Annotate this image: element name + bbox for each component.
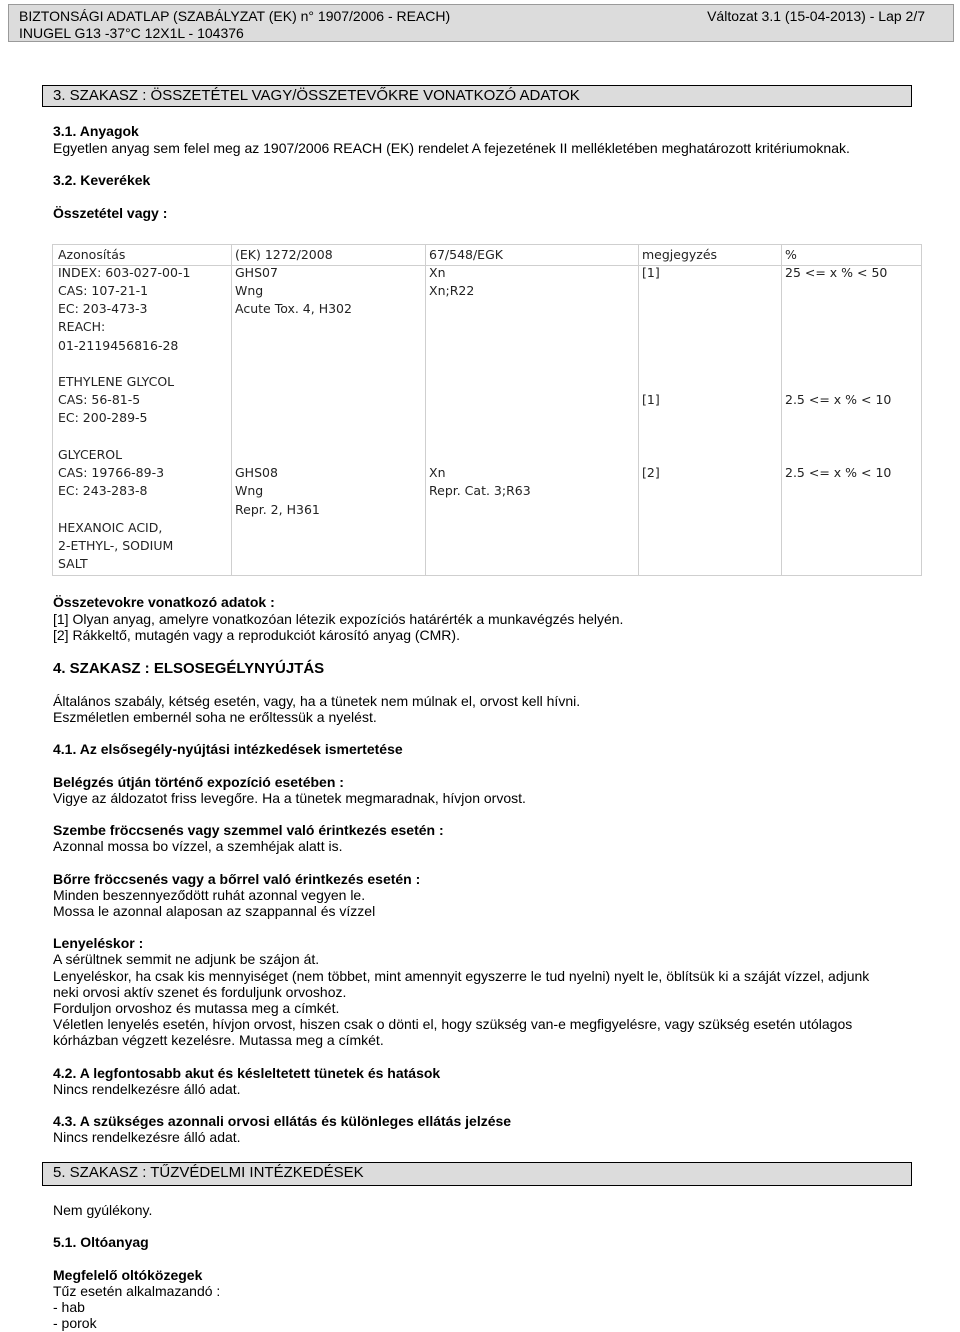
- table-header-clp: (EK) 1272/2008: [235, 247, 333, 262]
- table-cell: [2]: [642, 465, 660, 480]
- table-cell: 2.5 <= x % < 10: [785, 392, 892, 407]
- general-rule-1: Általános szabály, kétség esetén, vagy, ha a tünetek nem múlnak el, orvost kell hívni.: [53, 693, 581, 709]
- table-cell: EC: 203-473-3: [58, 301, 148, 316]
- composition-label: Összetétel vagy :: [53, 205, 168, 221]
- note-1: [1] Olyan anyag, amelyre vonatkozóan létezik expozíciós határérték a munkavégzés helyén.: [53, 611, 624, 627]
- subsection-3-1-title: 3.1. Anyagok: [53, 123, 139, 139]
- section-3-heading: 3. SZAKASZ : ÖSSZETÉTEL VAGY/ÖSSZETEVŐKRE VONATKOZÓ ADATOK: [42, 85, 912, 107]
- table-cell: SALT: [58, 556, 88, 571]
- table-cell: 25 <= x % < 50: [785, 265, 888, 280]
- table-cell: Xn;R22: [429, 283, 475, 298]
- general-rule-2: Eszméletlen embernél soha ne erőltessük a nyelést.: [53, 709, 377, 725]
- table-cell: Wng: [235, 283, 264, 298]
- table-cell: CAS: 56-81-5: [58, 392, 141, 407]
- document-header: [8, 4, 954, 42]
- suitable-media-item-1: - hab: [53, 1299, 85, 1315]
- suitable-media-title: Megfelelő oltóközegek: [53, 1267, 203, 1283]
- subsection-4-2-title: 4.2. A legfontosabb akut és késleltetett tünetek és hatások: [53, 1065, 441, 1081]
- table-cell: 2-ETHYL-, SODIUM: [58, 538, 174, 553]
- header-version: Változat 3.1 (15-04-2013) - Lap 2/7: [707, 8, 925, 24]
- table-cell: INDEX: 603-027-00-1: [58, 265, 191, 280]
- table-cell: Repr. 2, H361: [235, 502, 320, 517]
- skin-contact-text-1: Minden beszennyeződött ruhát azonnal vegyen le.: [53, 887, 366, 903]
- table-cell: EC: 200-289-5: [58, 410, 148, 425]
- table-cell: CAS: 107-21-1: [58, 283, 149, 298]
- subsection-3-1-text: Egyetlen anyag sem felel meg az 1907/2006 REACH (EK) rendelet A fejezetének II mellékletében meghatározott kritériumoknak.: [53, 140, 850, 156]
- subsection-4-3-text: Nincs rendelkezésre álló adat.: [53, 1129, 241, 1145]
- table-cell: 01-2119456816-28: [58, 338, 179, 353]
- table-cell: CAS: 19766-89-3: [58, 465, 165, 480]
- inhalation-text: Vigye az áldozatot friss levegőre. Ha a tünetek megmaradnak, hívjon orvost.: [53, 790, 526, 806]
- table-header-percent: %: [785, 247, 797, 262]
- inhalation-title: Belégzés útján történő expozíció esetében :: [53, 774, 344, 790]
- table-cell: Xn: [429, 465, 446, 480]
- ingestion-text-5: Véletlen lenyelés esetén, hívjon orvost, hiszen csak o dönti el, hogy szükség van-e megfigyelésre, vagy szükség esetén utólagos: [53, 1016, 853, 1032]
- table-cell: ETHYLENE GLYCOL: [58, 374, 175, 389]
- skin-contact-text-2: Mossa le azonnal alaposan az szappannal és vízzel: [53, 903, 376, 919]
- header-title: BIZTONSÁGI ADATLAP (SZABÁLYZAT (EK) n° 1907/2006 - REACH): [19, 8, 451, 24]
- table-cell: Repr. Cat. 3;R63: [429, 483, 531, 498]
- table-cell: [1]: [642, 265, 660, 280]
- table-cell: GHS07: [235, 265, 278, 280]
- suitable-media-text: Tűz esetén alkalmazandó :: [53, 1283, 221, 1299]
- section-5-heading: 5. SZAKASZ : TŰZVÉDELMI INTÉZKEDÉSEK: [42, 1162, 912, 1186]
- table-cell: REACH:: [58, 319, 106, 334]
- table-cell: Wng: [235, 483, 264, 498]
- section-4-heading: 4. SZAKASZ : ELSOSEGÉLYNYÚJTÁS: [53, 660, 325, 677]
- table-cell: HEXANOIC ACID,: [58, 520, 163, 535]
- table-header-note: megjegyzés: [642, 247, 718, 262]
- subsection-4-1-title: 4.1. Az elsősegély-nyújtási intézkedések ismertetése: [53, 741, 403, 757]
- ingestion-text-1: A sérültnek semmit ne adjunk be szájon át.: [53, 951, 320, 967]
- eye-contact-text: Azonnal mossa bo vízzel, a szemhéjak alatt is.: [53, 838, 343, 854]
- table-cell: EC: 243-283-8: [58, 483, 148, 498]
- table-header-id: Azonosítás: [58, 247, 126, 262]
- table-cell: 2.5 <= x % < 10: [785, 465, 892, 480]
- header-product: INUGEL G13 -37°C 12X1L - 104376: [19, 25, 244, 41]
- notes-title: Összetevokre vonatkozó adatok :: [53, 594, 275, 610]
- subsection-4-2-text: Nincs rendelkezésre álló adat.: [53, 1081, 241, 1097]
- note-2: [2] Rákkeltő, mutagén vagy a reprodukciót károsító anyag (CMR).: [53, 627, 460, 643]
- ingestion-title: Lenyeléskor :: [53, 935, 144, 951]
- ingestion-text-2: Lenyeléskor, ha csak kis mennyiséget (nem többet, mint amennyit egyszerre le tud nyelni) nyelt le, öblítsük ki a száját vízzel, adjunk: [53, 968, 870, 984]
- subsection-5-1-title: 5.1. Oltóanyag: [53, 1234, 149, 1250]
- suitable-media-item-2: - porok: [53, 1315, 97, 1331]
- table-cell: GLYCEROL: [58, 447, 123, 462]
- eye-contact-title: Szembe fröccsenés vagy szemmel való érintkezés esetén :: [53, 822, 444, 838]
- table-cell: Xn: [429, 265, 446, 280]
- skin-contact-title: Bőrre fröccsenés vagy a bőrrel való érintkezés esetén :: [53, 871, 421, 887]
- table-cell: Acute Tox. 4, H302: [235, 301, 352, 316]
- section-5-text: Nem gyúlékony.: [53, 1202, 153, 1218]
- subsection-3-2-title: 3.2. Keverékek: [53, 172, 151, 188]
- table-cell: GHS08: [235, 465, 278, 480]
- ingestion-text-4: Forduljon orvoshoz és mutassa meg a címkét.: [53, 1000, 340, 1016]
- ingestion-text-3: neki orvosi aktív szenet és forduljunk orvoshoz.: [53, 984, 347, 1000]
- subsection-4-3-title: 4.3. A szükséges azonnali orvosi ellátás és különleges ellátás jelzése: [53, 1113, 512, 1129]
- table-cell: [1]: [642, 392, 660, 407]
- table-header-dsd: 67/548/EGK: [429, 247, 503, 262]
- ingestion-text-6: kórházban végzett kezelésre. Mutassa meg a címkét.: [53, 1032, 384, 1048]
- composition-table: [52, 244, 922, 576]
